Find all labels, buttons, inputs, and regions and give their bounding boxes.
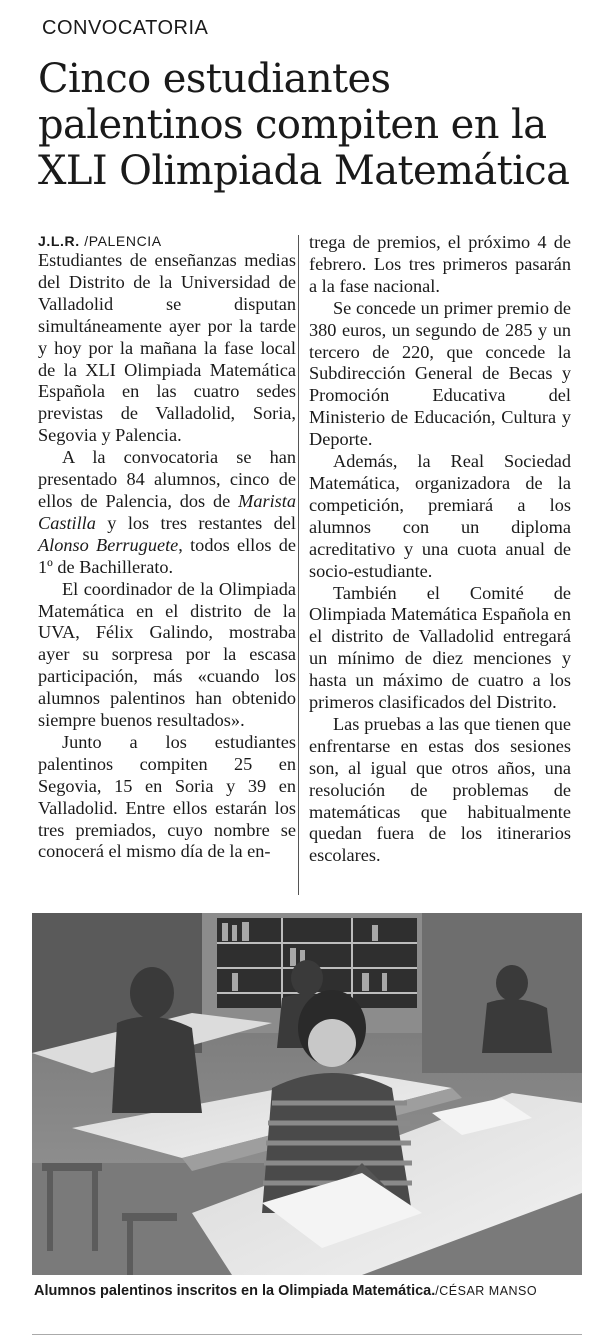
- byline: [38, 232, 296, 250]
- school-name: Marista Castilla: [38, 490, 296, 533]
- text-run: A la convocatoria se han presentado 84 alumnos, cinco de ellos de Palencia, dos de: [38, 447, 296, 511]
- paragraph: Además, la Real Sociedad Matemática, organizadora de la competición, premiará a los alumnos con un diploma acreditativo y una cuota anual de socio-estudiante.: [309, 451, 571, 581]
- headline-line-3: XLI Olimpiada Matemática: [38, 148, 570, 194]
- headline-line-1: Cinco estudiantes: [38, 56, 391, 102]
- byline-place: /PALENCIA: [84, 233, 162, 249]
- paragraph: Junto a los estudiantes palentinos compiten 25 en Segovia, 15 en Soria y 39 en Valladolid. Entre ellos estarán los tres premiados, cuyo nombre se conocerá el mismo día de la en-: [38, 731, 296, 862]
- bottom-rule: [32, 1334, 582, 1335]
- headline: [38, 56, 578, 194]
- paragraph: Las pruebas a las que tienen que enfrentarse en estas dos sesiones son, al igual que otros años, una resolución de problemas de matemáticas que habitualmente quedan fuera de los itinerarios escolares.: [309, 713, 571, 866]
- article-column-left: [38, 232, 296, 863]
- text-run: , todos ellos de 1º de Bachillerato.: [38, 534, 296, 577]
- column-divider: [298, 235, 299, 895]
- school-name: Alonso Berruguete: [38, 534, 179, 555]
- text-run: y los tres restantes del: [95, 512, 296, 533]
- section-label: CONVOCATORIA: [42, 17, 209, 39]
- paragraph: trega de premios, el próximo 4 de febrero. Los tres primeros pasarán a la fase nacional.: [309, 232, 571, 296]
- paragraph: [38, 447, 296, 578]
- headline-line-2: palentinos compiten en la: [38, 102, 547, 148]
- paragraph: Se concede un primer premio de 380 euros, un segundo de 285 y un tercero de 220, que concede la Subdirección General de Becas y Promoción Educativa del Ministerio de Educación, Cultura y Deporte.: [309, 297, 571, 450]
- article-column-right: [309, 232, 571, 867]
- paragraph: Estudiantes de enseñanzas medias del Distrito de la Universidad de Valladolid se disputan simultáneamente ayer por la tarde y hoy por la mañana la fase local de la XLI Olimpiada Matemática Española en las cuatro sedes previstas de Valladolid, Soria, Segovia y Palencia.: [38, 250, 296, 446]
- byline-author: J.L.R.: [38, 233, 80, 249]
- photo-illustration: [32, 913, 582, 1275]
- photo-credit: /CÉSAR MANSO: [435, 1284, 538, 1298]
- paragraph: El coordinador de la Olimpiada Matemática en el distrito de la UVA, Félix Galindo, mostraba ayer su sorpresa por la escasa participación, más «cuando los alumnos palentinos han obtenido siempre buenos resultados».: [38, 578, 296, 731]
- classroom-photo: [32, 913, 582, 1275]
- caption-text: Alumnos palentinos inscritos en la Olimpiada Matemática.: [34, 1283, 436, 1299]
- photo-caption: [34, 1283, 594, 1299]
- paragraph: También el Comité de Olimpiada Matemática Española en el distrito de Valladolid entregará un mínimo de diez menciones y hasta un máximo de cuatro a los primeros clasificados del Distrito.: [309, 582, 571, 713]
